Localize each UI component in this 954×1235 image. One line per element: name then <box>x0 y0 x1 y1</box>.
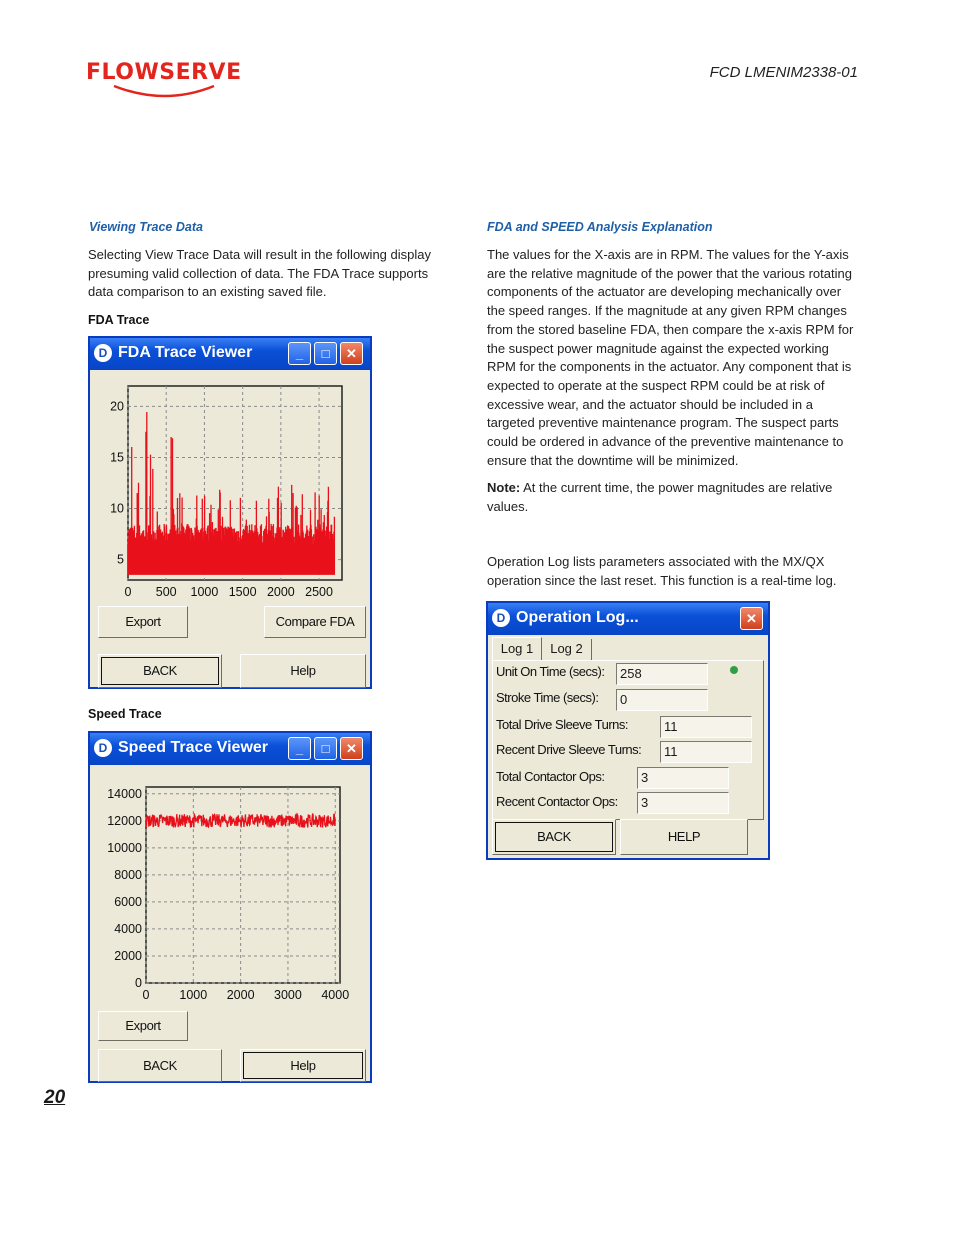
export-button[interactable]: Export <box>98 1011 188 1041</box>
x-tick-label: 1000 <box>190 585 219 599</box>
total-drive-sleeve-turns-field[interactable]: 11 <box>660 716 752 738</box>
total-contactor-ops-label: Total Contactor Ops: <box>496 769 605 784</box>
note-text: At the current time, the power magnitudes are relative values. <box>487 480 833 514</box>
close-icon[interactable]: ✕ <box>740 607 763 630</box>
operation-log-window <box>486 601 770 860</box>
flowserve-logo <box>82 52 242 102</box>
recent-contactor-ops-field[interactable]: 3 <box>637 792 729 814</box>
total-contactor-ops-field[interactable]: 3 <box>637 767 729 789</box>
y-tick-label: 15 <box>110 450 124 465</box>
x-tick-label: 0 <box>142 988 150 1002</box>
y-tick-label: 10000 <box>107 840 142 855</box>
unit-on-time-label: Unit On Time (secs): <box>496 664 605 679</box>
section-title-analysis: FDA and SPEED Analysis Explanation <box>487 220 713 234</box>
fda-chart <box>94 374 368 604</box>
recent-drive-sleeve-turns-label: Recent Drive Sleeve Turns: <box>496 742 642 757</box>
plot-area <box>146 787 340 983</box>
help-button[interactable]: Help <box>240 1049 366 1082</box>
fda-heading: FDA Trace <box>88 313 150 327</box>
x-tick-label: 500 <box>155 585 177 599</box>
y-tick-label: 8000 <box>114 867 142 882</box>
speed-trace-window <box>88 731 372 1083</box>
minimize-icon[interactable]: _ <box>288 342 311 365</box>
x-tick-label: 1500 <box>228 585 257 599</box>
unit-on-time-field[interactable]: 258 <box>616 663 708 685</box>
y-tick-label: 0 <box>135 976 142 990</box>
y-tick-label: 6000 <box>114 894 142 909</box>
logo-swoosh-icon <box>110 84 220 100</box>
fda-trace-window <box>88 336 372 689</box>
oplog-titlebar <box>488 603 768 635</box>
close-icon[interactable]: ✕ <box>340 737 363 760</box>
x-tick-label: 0 <box>124 585 132 599</box>
x-tick-label: 2000 <box>226 988 255 1002</box>
app-icon: D <box>492 609 510 627</box>
x-tick-label: 2500 <box>305 585 333 599</box>
analysis-explanation: The values for the X-axis are in RPM. The values for the Y-axis are the relative magnitude of the power that the various rotating components of the actuator are developing mechanically over the speed ranges. If the magnitude at any given RPM changes from the stored baseline FDA, then compare the x-axis RPM for the suspect power magnitude against the expected working RPM for the components in the actuator. Any component that is expected to operate at the suspect RPM could be at risk of excessive wear, and the actuator should be included in a targeted preventive maintenance program. The suspect parts could be ordered in advance of the preventive maintenance to ensure that the downtime will be minimized. <box>487 247 854 468</box>
speed-chart <box>94 769 368 1007</box>
document-code: FCD LMENIM2338-01 <box>709 64 858 81</box>
fda-titlebar <box>90 338 370 370</box>
y-tick-label: 12000 <box>107 813 142 828</box>
back-button[interactable]: BACK <box>98 654 222 688</box>
y-tick-label: 4000 <box>114 921 142 936</box>
section-title-trace: Viewing Trace Data <box>89 220 203 234</box>
page-number: 20 <box>44 1087 66 1108</box>
y-tick-label: 20 <box>110 399 124 414</box>
recent-contactor-ops-label: Recent Contactor Ops: <box>496 794 618 809</box>
tab-log-1[interactable]: Log 1 <box>492 637 542 661</box>
status-led-icon <box>730 666 738 674</box>
stroke-time-label: Stroke Time (secs): <box>496 690 599 705</box>
brand-name: FLOWSERVE <box>86 60 242 85</box>
fda-window-title: FDA Trace Viewer <box>118 344 253 361</box>
x-tick-label: 1000 <box>179 988 208 1002</box>
app-icon: D <box>94 739 112 757</box>
maximize-icon[interactable]: □ <box>314 737 337 760</box>
minimize-icon[interactable]: _ <box>288 737 311 760</box>
app-icon: D <box>94 344 112 362</box>
maximize-icon[interactable]: □ <box>314 342 337 365</box>
y-tick-label: 5 <box>117 552 124 567</box>
recent-drive-sleeve-turns-field[interactable]: 11 <box>660 741 752 763</box>
x-tick-label: 3000 <box>274 988 302 1002</box>
stroke-time-field[interactable]: 0 <box>616 689 708 711</box>
trace-intro: Selecting View Trace Data will result in the following display presuming valid collection of data. The FDA Trace supports data comparison to an existing saved file. <box>88 247 431 300</box>
x-tick-label: 4000 <box>321 988 350 1002</box>
total-drive-sleeve-turns-label: Total Drive Sleeve Turns: <box>496 717 629 732</box>
help-button[interactable]: Help <box>240 654 366 688</box>
y-tick-label: 14000 <box>107 786 142 801</box>
y-tick-label: 10 <box>110 501 124 516</box>
oplog-intro: Operation Log lists parameters associated with the MX/QX operation since the last reset. This function is a real-time log. <box>487 554 837 588</box>
speed-titlebar <box>90 733 370 765</box>
compare-fda-button[interactable]: Compare FDA <box>264 606 366 638</box>
export-button[interactable]: Export <box>98 606 188 638</box>
speed-heading: Speed Trace <box>88 707 162 721</box>
back-button[interactable]: BACK <box>98 1049 222 1082</box>
y-tick-label: 2000 <box>114 948 142 963</box>
note-label: Note: <box>487 480 521 495</box>
close-icon[interactable]: ✕ <box>340 342 363 365</box>
note-paragraph <box>487 479 857 516</box>
x-tick-label: 2000 <box>266 585 295 599</box>
speed-window-title: Speed Trace Viewer <box>118 739 269 756</box>
back-button[interactable]: BACK <box>492 819 616 855</box>
tab-log-2[interactable]: Log 2 <box>542 639 592 661</box>
oplog-window-title: Operation Log... <box>516 609 639 626</box>
help-button[interactable]: HELP <box>620 819 748 855</box>
